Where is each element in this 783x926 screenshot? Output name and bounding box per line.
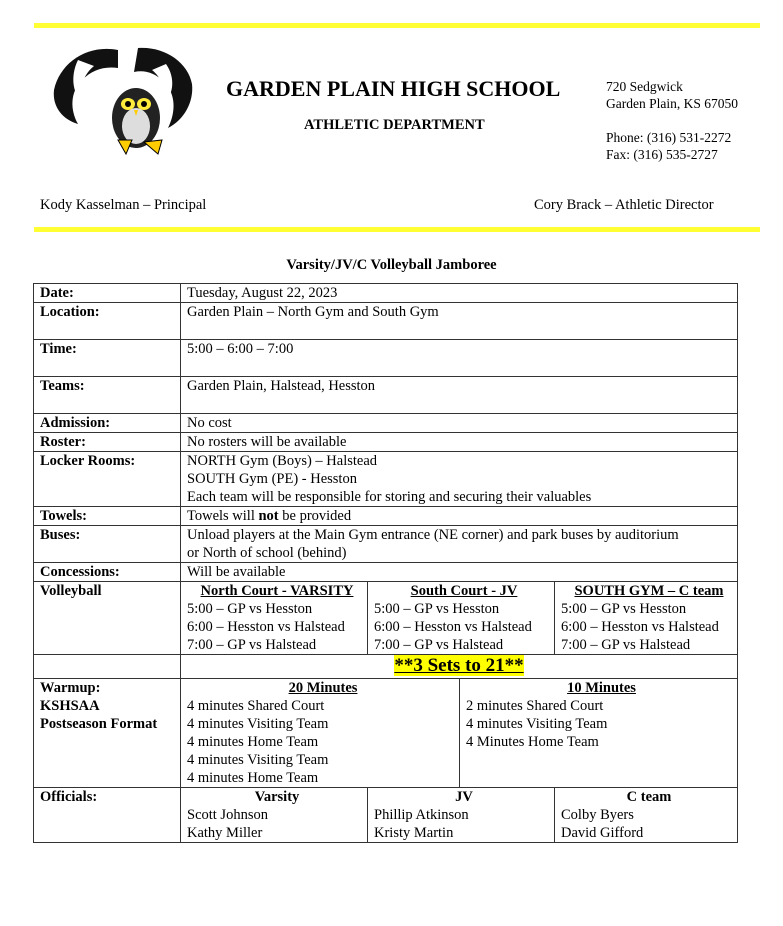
row-value: [181, 526, 738, 563]
row-value: [181, 452, 738, 507]
official-name: Phillip Atkinson: [374, 807, 469, 823]
court-column: [368, 582, 555, 654]
table-row: [34, 679, 738, 788]
row-value: Garden Plain – North Gym and South Gym: [181, 303, 738, 340]
fax-number: Fax: (316) 535-2727: [606, 147, 718, 162]
warmup-item: 4 Minutes Home Team: [466, 734, 599, 750]
officials-heading: C team: [626, 789, 672, 805]
warmup-label: KSHSAA: [40, 698, 100, 714]
match-item: 6:00 – Hesston vs Halstead: [187, 619, 345, 635]
row-value: Garden Plain, Halstead, Hesston: [181, 377, 738, 414]
table-row: [34, 433, 738, 452]
address-line-1: 720 Sedgwick: [606, 79, 683, 94]
warmup-label: Postseason Format: [40, 716, 158, 732]
match-item: 6:00 – Hesston vs Halstead: [561, 619, 719, 635]
row-label: Location:: [34, 303, 181, 340]
row-label: Concessions:: [34, 563, 181, 582]
warmup-heading: 10 Minutes: [567, 680, 636, 696]
table-row: [34, 582, 738, 655]
athletic-director-name: Cory Brack – Athletic Director: [534, 197, 714, 213]
row-label: Volleyball: [34, 582, 181, 655]
event-details-table: [33, 283, 738, 843]
warmup-item: 2 minutes Shared Court: [466, 698, 604, 714]
official-name: Kristy Martin: [374, 825, 454, 841]
officials-column: [555, 788, 738, 842]
row-label: Locker Rooms:: [34, 452, 181, 507]
warmup-heading: 20 Minutes: [288, 680, 358, 696]
department-name: ATHLETIC DEPARTMENT: [304, 117, 485, 133]
warmup-item: 4 minutes Visiting Team: [187, 716, 329, 732]
format-note-cell: [181, 655, 738, 679]
row-label: Roster:: [34, 433, 181, 452]
row-label: Time:: [34, 340, 181, 377]
table-row: [34, 526, 738, 563]
owl-mascot-logo: [48, 40, 198, 162]
row-value: No rosters will be available: [181, 433, 738, 452]
table-row: [34, 377, 738, 414]
towels-text: Towels will: [187, 508, 259, 524]
event-title: Varsity/JV/C Volleyball Jamboree: [286, 257, 497, 273]
officials-heading: JV: [455, 789, 473, 805]
warmup-item: 4 minutes Shared Court: [187, 698, 325, 714]
header-top-rule: [34, 23, 760, 28]
row-label: Towels:: [34, 507, 181, 526]
court-column: [181, 582, 368, 654]
match-item: 7:00 – GP vs Halstead: [187, 637, 317, 653]
court-heading: South Court - JV: [410, 583, 518, 599]
contact-block: [606, 78, 738, 163]
row-value: No cost: [181, 414, 738, 433]
row-label: Buses:: [34, 526, 181, 563]
officials-heading: Varsity: [254, 789, 300, 805]
match-item: 7:00 – GP vs Halstead: [374, 637, 504, 653]
table-row: [34, 414, 738, 433]
table-row: [34, 563, 738, 582]
row-label: [34, 679, 181, 788]
phone-number: Phone: (316) 531-2272: [606, 130, 732, 145]
row-label: Teams:: [34, 377, 181, 414]
row-value: 5:00 – 6:00 – 7:00: [181, 340, 738, 377]
warmup-item: 4 minutes Visiting Team: [187, 752, 329, 768]
table-row: [34, 340, 738, 377]
buses-line: Unload players at the Main Gym entrance (NE corner) and park buses by auditorium: [187, 527, 679, 543]
address-line-2: Garden Plain, KS 67050: [606, 96, 738, 111]
warmup-label: Warmup:: [40, 680, 101, 696]
table-row: [34, 788, 738, 843]
court-heading: North Court - VARSITY: [200, 583, 354, 599]
table-row: [34, 507, 738, 526]
towels-text: be provided: [278, 508, 352, 524]
principal-name: Kody Kasselman – Principal: [40, 197, 207, 213]
locker-line: Each team will be responsible for storing and securing their valuables: [187, 489, 592, 505]
match-item: 6:00 – Hesston vs Halstead: [374, 619, 532, 635]
match-item: 7:00 – GP vs Halstead: [561, 637, 691, 653]
locker-line: SOUTH Gym (PE) - Hesston: [187, 471, 357, 487]
row-value: Tuesday, August 22, 2023: [181, 284, 738, 303]
towels-emphasis: not: [258, 508, 279, 524]
match-item: 5:00 – GP vs Hesston: [374, 601, 500, 617]
row-label: Date:: [34, 284, 181, 303]
volleyball-schedule: [181, 582, 738, 655]
court-heading: SOUTH GYM – C team: [574, 583, 724, 599]
officials-column: [368, 788, 555, 842]
match-item: 5:00 – GP vs Hesston: [187, 601, 313, 617]
header-bottom-rule: [34, 227, 760, 232]
format-note: **3 Sets to 21**: [394, 655, 524, 676]
row-value: Will be available: [181, 563, 738, 582]
warmup-item: 4 minutes Home Team: [187, 770, 319, 786]
warmup-item: 4 minutes Visiting Team: [466, 716, 608, 732]
locker-line: NORTH Gym (Boys) – Halstead: [187, 453, 378, 469]
table-row: [34, 452, 738, 507]
table-row: [34, 655, 738, 679]
row-label: [34, 655, 181, 679]
court-column: [555, 582, 738, 654]
warmup-column: [181, 679, 460, 787]
official-name: Scott Johnson: [187, 807, 268, 823]
buses-line: or North of school (behind): [187, 545, 347, 561]
official-name: David Gifford: [561, 825, 644, 841]
officials-column: [181, 788, 368, 842]
row-label: Admission:: [34, 414, 181, 433]
warmup-item: 4 minutes Home Team: [187, 734, 319, 750]
row-value: [181, 507, 738, 526]
table-row: [34, 284, 738, 303]
school-name: GARDEN PLAIN HIGH SCHOOL: [226, 76, 561, 101]
warmup-schedule: [181, 679, 738, 788]
official-name: Kathy Miller: [187, 825, 263, 841]
officials-list: [181, 788, 738, 843]
match-item: 5:00 – GP vs Hesston: [561, 601, 687, 617]
warmup-column: [460, 679, 738, 787]
row-label: Officials:: [34, 788, 181, 843]
table-row: [34, 303, 738, 340]
official-name: Colby Byers: [561, 807, 634, 823]
